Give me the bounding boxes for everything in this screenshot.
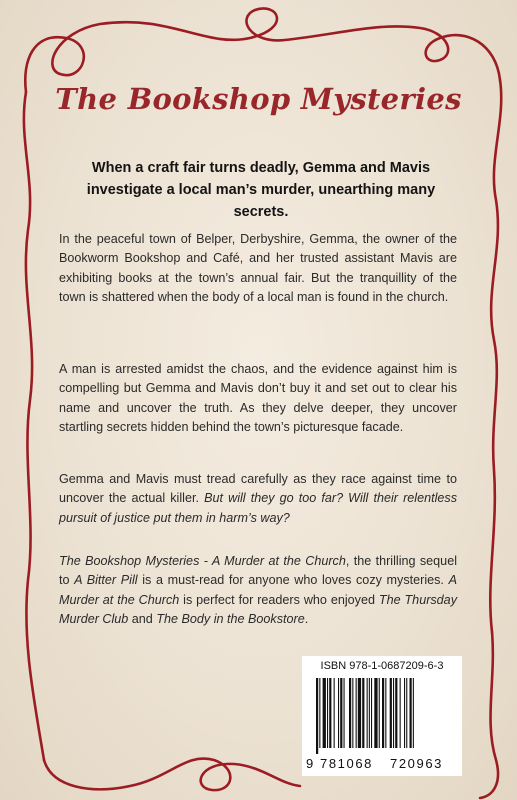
series-title: The Bookshop Mysteries - A Murder at the Church (59, 554, 346, 568)
paragraph-4-text-1: , the thrilling sequel to (59, 554, 457, 588)
barcode-bar (329, 678, 331, 748)
blurb-paragraph-3 (59, 470, 457, 528)
barcode-bar (374, 678, 377, 748)
blurb-paragraph-1: In the peaceful town of Belper, Derbyshire, Gemma, the owner of the Bookworm Bookshop and Café, and her trusted assistant Mavis are exhibiting books at the town’s annual fair. But the tranquillity of the town is shattered when the body of a local man is found in the church. (59, 232, 457, 305)
barcode-bar (395, 678, 397, 748)
blurb-paragraph-2: A man is arrested amidst the chaos, and the evidence against him is compelling but Gemma and Mavis don’t buy it and set out to clear his name and uncover the truth. As they delve deeper, they uncover startling secrets hidden behind the town’s picturesque facade. (59, 362, 457, 435)
barcode-bar (404, 678, 405, 748)
paragraph-4-text-2: is a must-read for anyone who loves cozy mysteries. (137, 573, 449, 588)
barcode-bar (323, 678, 326, 748)
barcode-bar (367, 678, 368, 748)
barcode-bar (344, 678, 345, 748)
ribbon-right-side (490, 80, 501, 632)
barcode-bars (314, 678, 450, 754)
barcode-bar (356, 678, 357, 748)
barcode-bar (319, 678, 320, 748)
ribbon-left-side (24, 92, 44, 760)
barcode-bar (379, 678, 380, 748)
barcode-bar (358, 678, 361, 748)
barcode-bar (390, 678, 392, 748)
barcode-bar (382, 678, 384, 748)
tagline: When a craft fair turns deadly, Gemma and Mavis investigate a local man’s murder, unearthing many secrets. (86, 160, 436, 220)
barcode-bar (334, 678, 335, 748)
paragraph-3-italic: But will they go too far? Will their relentless pursuit of justice put them in harm’s way? (59, 491, 457, 525)
isbn-barcode-box (302, 656, 462, 776)
barcode-bar (349, 678, 351, 748)
cover-title: The Bookshop Mysteries (55, 82, 462, 116)
barcode-bar (352, 678, 353, 748)
isbn-label: ISBN 978-1-0687209-6-3 (320, 660, 444, 672)
ribbon-bottom-right (480, 632, 498, 798)
barcode-bar (410, 678, 412, 748)
barcode-bar (316, 678, 318, 754)
comparable-title-1: The Thursday Murder Club (59, 592, 457, 627)
barcode-bar (327, 678, 328, 748)
ribbon-top-left (25, 8, 500, 92)
paragraph-3-text: Gemma and Mavis must tread carefully as they race against time to uncover the actual killer. (59, 472, 457, 506)
barcode-bar (385, 678, 386, 748)
comparable-title-2: The Body in the Bookstore (156, 612, 305, 627)
barcode-bar (413, 678, 414, 748)
barcode-digits-group-2: 720963 (390, 756, 443, 771)
barcode-digits (306, 756, 458, 772)
barcode-bar (338, 678, 339, 748)
prequel-title: A Bitter Pill (74, 573, 138, 588)
barcode-bar (369, 678, 370, 748)
barcode-bar (371, 678, 372, 748)
barcode-digit-lead: 9 (306, 756, 314, 771)
ribbon-bottom (44, 758, 300, 790)
paragraph-4-text-4: and (128, 612, 157, 627)
barcode-bar (406, 678, 407, 748)
barcode-bar (393, 678, 394, 748)
barcode-bar (340, 678, 342, 748)
barcode-digits-group-1: 781068 (320, 756, 373, 771)
blurb-paragraph-4 (59, 552, 457, 630)
barcode-bar (362, 678, 364, 748)
paragraph-4-text-3: is perfect for readers who enjoyed (179, 592, 379, 607)
barcode-bar (400, 678, 401, 748)
book-title: A Murder at the Church (59, 573, 457, 607)
paragraph-4-text-5: . (304, 612, 309, 627)
